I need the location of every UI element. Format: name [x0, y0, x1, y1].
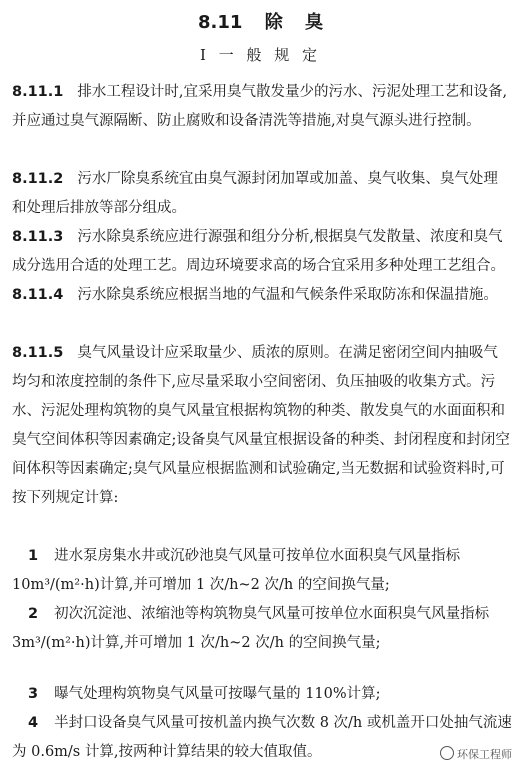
clause-text: 排水工程设计时,宜采用臭气散发量少的污水、污泥处理工艺和设备,并应通过臭气源隔断、防止腐败和设备清洗等措施,对臭气源头进行控制。	[12, 84, 508, 129]
item-number: 2	[28, 606, 39, 622]
clause-text: 臭气风量设计应采取量少、质浓的原则。在满足密闭空间内抽吸气均匀和浓度控制的条件下,应尽量采取小空间密闭、负压抽吸的收集方式。污水、污泥处理构筑物的臭气风量宜根据构筑物的种类、散发臭气的水面面积和臭气空间体积等因素确定;设备臭气风量宜根据设备的种类、封闭程度和封闭空间体积等因素确定;臭气风量应根据监测和试验确定,当无数据和试验资料时,可按下列规定计算:	[12, 345, 510, 506]
item-number: 4	[28, 715, 39, 731]
clause-number: 8.11.1	[12, 84, 64, 100]
watermark-text: 环保工程师	[457, 748, 512, 761]
clause-8-11-3	[12, 223, 512, 281]
item-text: 初次沉淀池、浓缩池等构筑物臭气风量可按单位水面积臭气风量指标 3m³/(m²·h)计算,并可增加 1 次/h~2 次/h 的空间换气量;	[12, 606, 490, 651]
clause-8-11-1	[12, 78, 512, 136]
clause-number: 8.11.3	[12, 229, 64, 245]
item-text: 半封口设备臭气风量可按机盖内换气次数 8 次/h 或机盖开口处抽气流速为 0.6m/s 计算,按两种计算结果的较大值取值。	[12, 715, 512, 760]
clause-8-11-5	[12, 339, 512, 513]
item-number: 3	[28, 686, 39, 702]
item-number: 1	[28, 548, 39, 564]
section-title: 8.11 除 臭	[198, 12, 323, 33]
list-item-1	[12, 542, 512, 600]
clause-number: 8.11.4	[12, 287, 64, 303]
watermark	[437, 745, 515, 763]
subsection-title: Ⅰ 一 般 规 定	[200, 46, 321, 64]
item-text: 进水泵房集水井或沉砂池臭气风量可按单位水面积臭气风量指标 10m³/(m²·h)计算,并可增加 1 次/h~2 次/h 的空间换气量;	[12, 548, 461, 593]
item-text: 曝气处理构筑物臭气风量可按曝气量的 110%计算;	[54, 686, 381, 702]
wechat-icon	[440, 746, 454, 760]
list-item-2	[12, 600, 512, 658]
clause-text: 污水除臭系统应进行源强和组分分析,根据臭气发散量、浓度和臭气成分选用合适的处理工艺。周边环境要求高的场合宜采用多种处理工艺组合。	[12, 229, 505, 274]
list-item-3	[12, 680, 512, 709]
clause-8-11-2	[12, 165, 512, 223]
clause-number: 8.11.5	[12, 345, 64, 361]
clause-text: 污水厂除臭系统宜由臭气源封闭加罩或加盖、臭气收集、臭气处理和处理后排放等部分组成。	[12, 171, 498, 216]
clause-number: 8.11.2	[12, 171, 64, 187]
clause-8-11-4	[12, 281, 512, 310]
clause-text: 污水除臭系统应根据当地的气温和气候条件采取防冻和保温措施。	[77, 287, 498, 303]
